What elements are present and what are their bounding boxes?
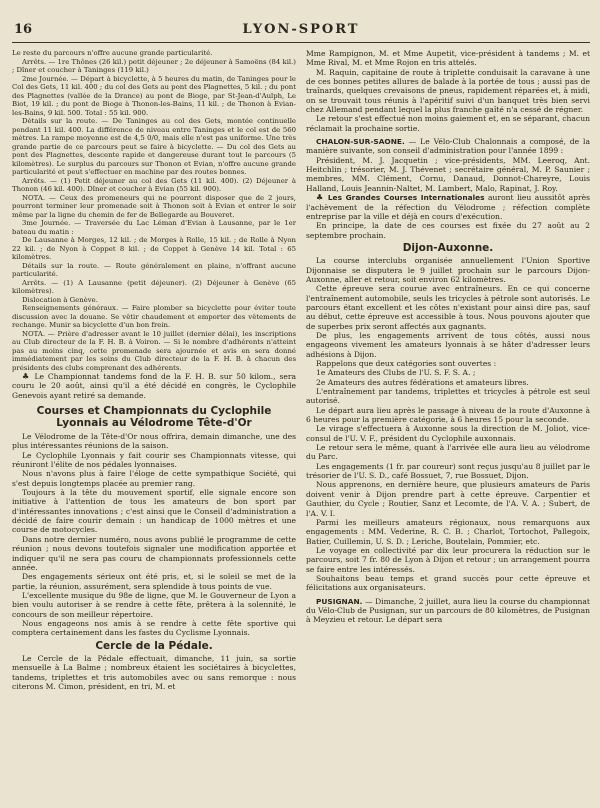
paragraph: Le Cercle de la Pédale effectuait, dimanche, 11 juin, sa sortie mensuelle à La Balme ; nombreux étaient les sociétaires à bicyclettes, tandems, triplettes et tris automobiles avec ou sans remorque : nous citerons M. Cimon, président, en tri, M. et <box>12 653 296 691</box>
paragraph: Nous n'avons plus à faire l'éloge de cette sympathique Société, qui s'est depuis longtemps placée au premier rang. <box>12 469 296 488</box>
paragraph-grandes <box>306 193 590 221</box>
paragraph: Mme Rampignon, M. et Mme Aupetit, vice-président à tandems ; M. et Mme Rival, M. et Mme Rojon en tris attelés. <box>306 49 590 68</box>
paragraph-chalon <box>306 137 590 156</box>
paragraph: Souhaitons beau temps et grand succès pour cette épreuve et félicitations aux organisateurs. <box>306 573 590 593</box>
journal-title: LYON-SPORT <box>242 22 360 37</box>
page-number: 16 <box>14 22 33 37</box>
paragraph: De plus, les engagements arrivent de tous côtés, aussi nous engageons vivement les amateurs lyonnais à se hâter d'adresser leurs adhésions à Dijon. <box>306 330 590 359</box>
pusignan-label: PUSIGNAN. <box>316 596 363 606</box>
paragraph: 2e Amateurs des autres fédérations et amateurs libres. <box>316 377 529 387</box>
paragraph: Le départ aura lieu après le passage à niveau de la route d'Auxonne à 6 heures pour la première catégorie, à 6 heures 15 pour la seconde. <box>306 405 590 425</box>
paragraph: Arrêts. — (1) A Lausanne (petit déjeuner). (2) Déjeuner à Genève (65 kilomètres). <box>12 278 296 295</box>
paragraph: Détails sur la route. — Route généralement en plaine, n'offrant aucune particularité. <box>12 261 296 278</box>
section-heading-cercle: Cercle de la Pédale. <box>95 639 213 652</box>
pusignan-text: — Dimanche, 2 juillet, aura lieu la course du championnat du Vélo-Club de Pusignan, sur un parcours de 80 kilomètres, de Pusignan à Meyzieu et retour. Le départ sera <box>306 596 590 625</box>
paragraph: De Lausanne à Morges, 12 kil. ; de Morges à Rolle, 15 kil. ; de Rolle à Nyon 22 kil. ; de Nyon à Coppet 8 kil. ; de Coppet à Genève 14 kil. Total : 65 kilomètres. <box>12 236 296 261</box>
paragraph: Détails sur la route. — De Taninges au col des Gets, montée continuelle pendant 11 kil. 400. La différence de niveau entre Taninges et le col est de 560 mètres. La rampe moyenne est de 4,5 0/0, mais elle n'est pas uniforme. Une très grande partie de ce parcours peut se faire à bicyclette. — Du col des Gets au pont des Plagnettes, descente rapide et dangereuse durant tout le parcours (5 kilomètres). Le surplus du parcours sur Thonon et Evian, n'offre aucune grande particularité et peut s'effectuer en machine par des routes bonnes. <box>12 117 296 176</box>
championnat-text: Le Championnat tandems fond de la F. H. B. sur 50 kilom., sera couru le 20 août, ainsi qu'il a été décidé en congrès, le Cyclophile Genevois ayant retiré sa demande. <box>12 372 296 400</box>
paragraph: Le retour sera le même, quant à l'arrivée elle aura lieu au vélodrome du Parc. <box>306 443 590 462</box>
cyclist-icon: ♣ <box>22 372 35 381</box>
paragraph: 2me Journée. — Départ à bicyclette, à 5 heures du matin, de Taninges pour le Col des Gets, 11 kil. 400 ; du col des Gets au pont des Plagnettes, 5 kil. ; du pont des Plagnettes (vallée de la Drance) au pont de Bioge, par St-Jean-d'Aulph, Le Biot, 19 kil. ; du pont de Bioge à Thonon-les-Bains, 11 kil. ; de Thonon à Evian-les-Bains, 9 kil. 500. Total : 55 kil. 900. <box>12 74 296 117</box>
paragraph: La course interclubs organisée annuellement l'Union Sportive Dijonnaise se disputera le 9 juillet prochain sur le parcours Dijon-Auxonne, aller et retour, soit environ 62 kilomètres. <box>306 256 590 284</box>
paragraph: 3me Journée. — Traversée du Lac Léman d'Evian à Lausanne, par le 1er bateau du matin : <box>12 219 296 236</box>
section-heading-courses: Courses et Championnats du Cyclophile Lyonnais au Vélodrome Tête-d'Or <box>36 405 272 430</box>
cyclist-icon: ♣ <box>316 193 328 203</box>
columns <box>12 49 590 691</box>
paragraph: En principe, la date de ces courses est fixée du 27 août au 2 septembre prochain. <box>306 221 590 240</box>
paragraph: L'excellente musique du 98e de ligne, que M. le Gouverneur de Lyon a bien voulu autoriser à se rendre à cette fête, prêtera à la solennité, le concours de son meilleur répertoire. <box>12 590 296 619</box>
paragraph: Nous apprenons, en dernière heure, que plusieurs amateurs de Paris doivent venir à Dijon prendre part à cette épreuve. Carpentier et Gauthier, du Cycle ; Routier, Sanz et Lecomte, de l'A. V. A. ; Subert, de l'A. V. I. <box>306 480 590 518</box>
paragraph: Des engagements sérieux ont été pris, et, si le soleil se met de la partie, la réunion, assurément, sera splendide à tous points de vue. <box>12 572 296 591</box>
paragraph: Le voyage en collectivité par dix leur procurera la réduction sur le parcours, soit 7 fr. 80 de Lyon à Dijon et retour ; un arrangement pourra se faire entre les intéressés. <box>306 545 590 574</box>
paragraph: Toujours à la tête du mouvement sportif, elle signale encore son initiative à l'attention de tous les amateurs de bon sport par d'intéressantes innovations ; c'est ainsi que le Conseil d'administration a décidé de faire courir demain : un handicap de 1000 mètres et une course de motocycles. <box>12 488 296 535</box>
grandes-text: auront lieu aussitôt après l'achèvement de la réfection du Vélodrome ; réfection complète entreprise par la ville et déjà en cours d'exécution. <box>306 193 590 221</box>
paragraph: Dans notre dernier numéro, nous avons publié le programme de cette réunion ; nous devons toutefois signaler une modification apportée et indiquer qu'il ne sera pas couru de championnats professionnels cette année. <box>12 534 296 572</box>
paragraph-championnat <box>12 372 296 400</box>
chalon-text: — Le Vélo-Club Chalonnais a composé, de la manière suivante, son conseil d'administration pour l'année 1899 : <box>306 137 590 156</box>
paragraph: Arrêts. — 1re Thônes (26 kil.) petit déjeuner ; 2e déjeuner à Samoëns (84 kil.) ; Dîner et coucher à Taninges (119 kil.) <box>12 57 296 74</box>
paragraph: NOTA. — Ceux des promeneurs qui ne pourront disposer que de 2 jours, pourront terminer leur promenade soit à Thonon soit à Evian et entrer le soir même par la ligne du chemin de fer de Bellegarde au Bouveret. <box>12 193 296 219</box>
paragraph: NOTA. — Prière d'adresser avant le 10 juillet (dernier délai), les inscriptions au Club directeur de la F. H. B. à Voiron. — Si le nombre d'adhérents n'atteint pas au moins cinq, cette promenade sera ajournée et avis en sera donné immédiatement par les soins du Club directeur de la F. H. B. à chacun des présidents des clubs comprenant des adhérents. <box>12 329 296 372</box>
paragraph: Arrêts. — (1) Petit déjeuner au col des Gets (11 kil. 400). (2) Déjeuner à Thonon (46 kil. 400). Dîner et coucher à Evian (55 kil. 900). <box>12 176 296 193</box>
grandes-label: Les Grandes Courses Internationales <box>327 193 485 203</box>
paragraph-pusignan <box>306 597 590 625</box>
paragraph: Le Cyclophile Lyonnais y fait courir ses Championnats vitesse, qui réuniront l'élite de nos pédales lyonnaises. <box>12 450 296 470</box>
paragraph: Cette épreuve sera courue avec entraîneurs. En ce qui concerne l'entraînement automobile, seuls les tricycles à pétrole sont autorisés. Le parcours étant excellent et les côtes n'existant pour ainsi dire pas, sauf au début, cette épreuve est accessible à tous. Nous pouvons ajouter que de superbes prix seront affectés aux gagnants. <box>306 284 590 331</box>
paragraph: Nous engageons nos amis à se rendre à cette fête sportive qui comptera certainement dans les fastes du Cyclisme Lyonnais. <box>12 618 296 638</box>
paragraph: Le virage s'effectuera à Auxonne sous la direction de M. Joliot, vice-consul de l'U. V. F., président du Cyclophile auxonnais. <box>306 424 590 443</box>
chalon-label: CHALON-SUR-SAONE. <box>316 137 405 147</box>
section-heading-dijon: Dijon-Auxonne. <box>402 241 494 254</box>
paragraph: Le Vélodrome de la Tête-d'Or nous offrira, demain dimanche, une des plus intéressantes réunions de la saison. <box>12 432 296 451</box>
paragraph: M. Raquin, capitaine de route à triplette conduisait la caravane à une de ces bonnes petites allures de balade à la portée de tous ; aussi pas de traînards, quelques crevaisons de pneus, rapidement réparées et, à midi, on se trouvait tous réunis à l'apéritif suivi d'un banquet très bien servi chez Allemand pendant lequel la plus franche gaîté n'a cessé de régner. <box>306 67 590 115</box>
paragraph: 1e Amateurs des Clubs de l'U. S. F. S. A. ; <box>316 368 476 378</box>
paragraph: Dislocation à Genève. <box>22 295 98 304</box>
paragraph: Président, M. J. Jacquetin ; vice-présidents, MM. Leeroq, Ant. Heitchlin ; trésorier, M. J. Thévenet ; secrétaire général, M. P. Saunier ; membres, MM. Clément, Cornu, Danaud, Donnot-Chareyre, Louis Halland, Louis Jeannin-Naltet, M. Lambert, Malo, Rapinat, J. Roy. <box>306 155 590 193</box>
right-column <box>306 49 590 691</box>
left-column <box>12 49 296 691</box>
paragraph: Rappelons que deux catégories sont ouvertes : <box>316 359 497 368</box>
paragraph: Renseignements généraux. — Faire plomber sa bicyclette pour éviter toute discussion avec la douane. Se vêtir chaudement et emporter des vêtements de rechange. Munir sa bicyclette d'un bon frein. <box>12 304 296 329</box>
paragraph: L'entraînement par tandems, triplettes et tricycles à pétrole est seul autorisé. <box>306 387 590 406</box>
paragraph: Le retour s'est effectué non moins gaiement et, en se séparant, chacun réclamait la prochaine sortie. <box>306 114 590 133</box>
paragraph: Parmi les meilleurs amateurs régionaux, nous remarquons aux engagements : MM. Vederine, R. C. B. ; Charlot, Tortochot, Pallegoix, Batier, Cuillemin, U. S. D. ; Leriche, Boutelain, Pommier, etc. <box>306 517 590 546</box>
page-header <box>12 22 590 43</box>
paragraph: Le reste du parcours n'offre aucune grande particularité. <box>12 49 213 57</box>
paragraph: Les engagements (1 fr. par coureur) sont reçus jusqu'au 8 juillet par le trésorier de l'U. S. D., café Bossuet, 7, rue Bossuet, Dijon. <box>306 461 590 481</box>
